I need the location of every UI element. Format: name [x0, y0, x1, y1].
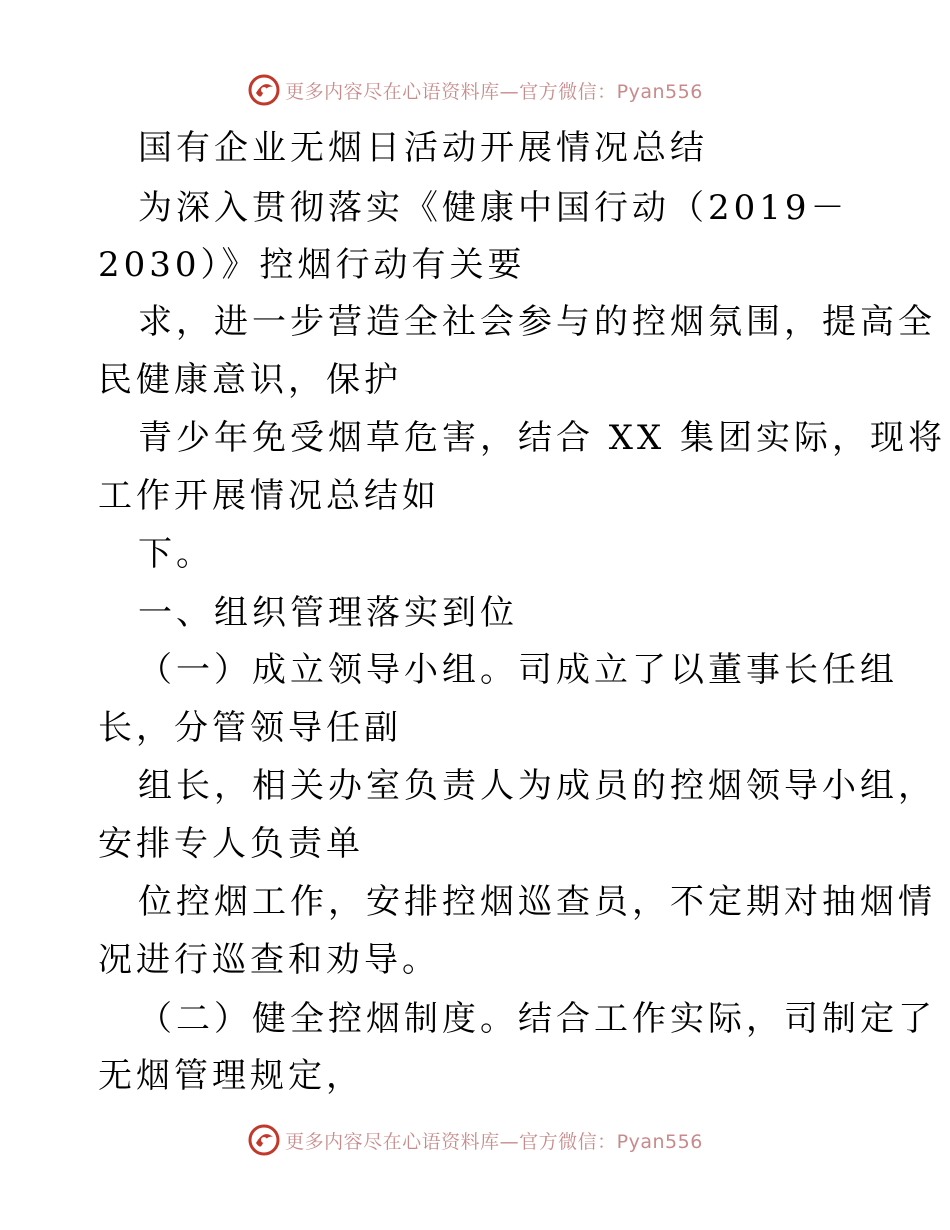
section-heading: 一、组织管理落实到位	[138, 593, 518, 633]
document-title: 国有企业无烟日活动开展情况总结	[138, 128, 708, 168]
paragraph-line: 青少年免受烟草危害，结合 XX 集团实际，现将	[138, 418, 947, 458]
paragraph-line: 求，进一步营造全社会参与的控烟氛围，提高全	[138, 302, 936, 342]
banner-text: 更多内容尽在心语资料库—官方微信：Pyan556	[285, 1130, 703, 1153]
header-banner	[0, 70, 950, 110]
paragraph-line: 长，分管领导任副	[98, 708, 402, 748]
paragraph-line: 下。	[138, 534, 214, 574]
paragraph-line: 2030）》控烟行动有关要	[98, 245, 526, 285]
paragraph-line: 民健康意识，保护	[98, 360, 402, 400]
red-swirl-logo-icon	[247, 1123, 281, 1157]
footer-banner	[0, 1120, 950, 1160]
paragraph-line: 工作开展情况总结如	[98, 476, 440, 516]
paragraph-line: 为深入贯彻落实《健康中国行动（2019－	[138, 188, 849, 228]
banner-text: 更多内容尽在心语资料库—官方微信：Pyan556	[285, 80, 703, 103]
paragraph-line: 况进行巡查和劝导。	[98, 940, 440, 980]
paragraph-line: （一）成立领导小组。司成立了以董事长任组	[138, 650, 898, 690]
paragraph-line: 组长，相关办室负责人为成员的控烟领导小组，	[138, 766, 936, 806]
paragraph-line: 安排专人负责单	[98, 824, 364, 864]
red-swirl-logo-icon	[247, 73, 281, 107]
paragraph-line: （二）健全控烟制度。结合工作实际，司制定了	[138, 999, 936, 1039]
paragraph-line: 无烟管理规定，	[98, 1056, 364, 1096]
paragraph-line: 位控烟工作，安排控烟巡查员，不定期对抽烟情	[138, 882, 936, 922]
